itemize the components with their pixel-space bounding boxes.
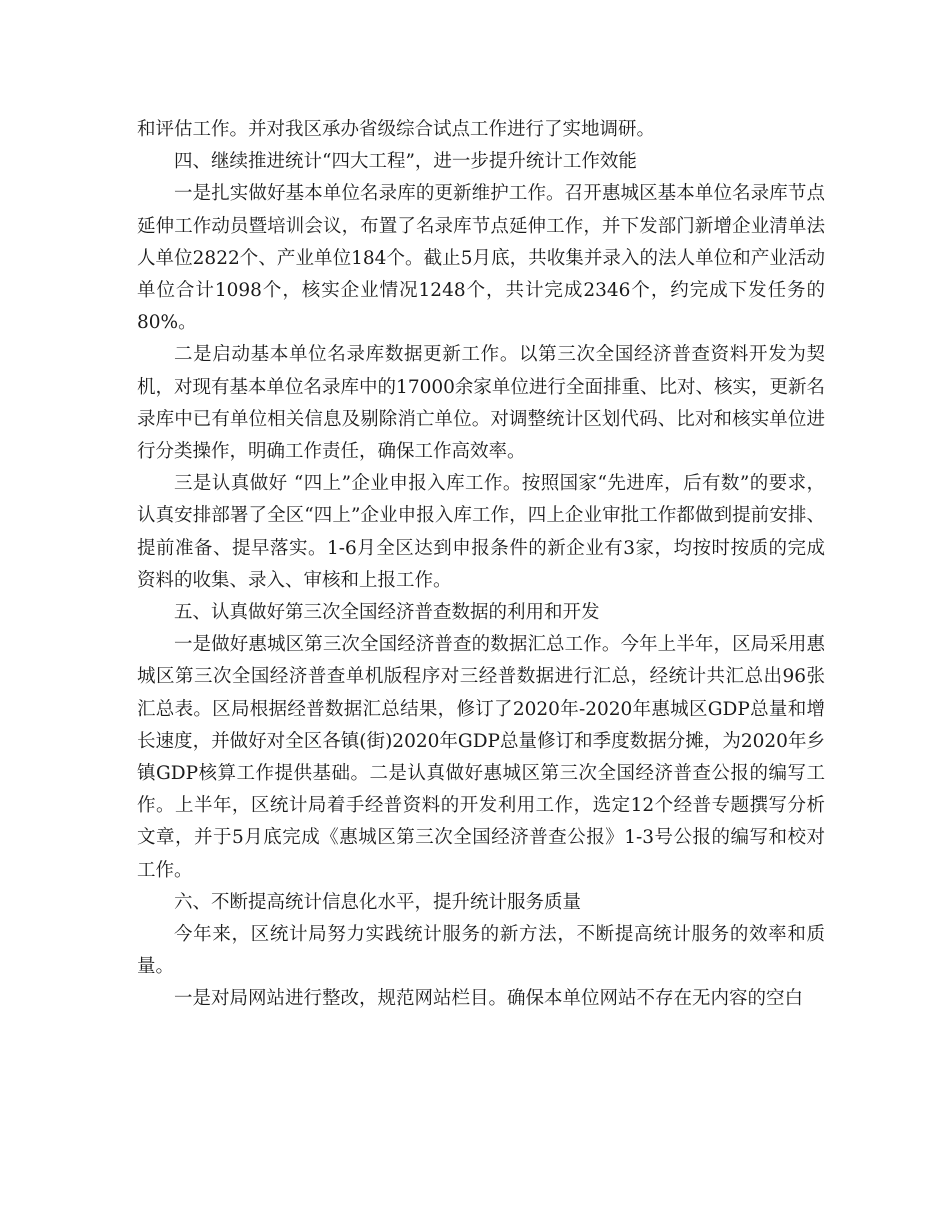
paragraph-website-rectification: 一是对局网站进行整改，规范网站栏目。确保本单位网站不存在无内容的空白 bbox=[174, 988, 804, 1010]
section-heading-five: 五、认真做好第三次全国经济普查数据的利用和开发 bbox=[174, 602, 600, 624]
paragraph-directory-update: 二是启动基本单位名录库数据更新工作。以第三次全国经济普查资料开发为契机，对现有基本单位名录库中的17000余家单位进行全面排重、比对、核实，更新名录库中已有单位相关信息及剔除消亡单位。对调整统计区划代码、比对和核实单位进行分类操作，明确工作责任，确保工作高效率。 bbox=[137, 344, 825, 463]
document-body bbox=[137, 114, 825, 1016]
paragraph-four-above-enterprises: 三是认真做好 “四上”企业申报入库工作。按照国家“先进库，后有数”的要求，认真安排部署了全区“四上”企业申报入库工作，四上企业审批工作都做到提前安排、提前准备、提早落实。1-6月全区达到申报条件的新企业有3家，均按时按质的完成资料的收集、录入、审核和上报工作。 bbox=[137, 473, 825, 591]
paragraph-census-summary: 一是做好惠城区第三次全国经济普查的数据汇总工作。今年上半年，区局采用惠城区第三次全国经济普查单机版程序对三经普数据进行汇总，经统计共汇总出96张汇总表。区局根据经普数据汇总结果，修订了2020年-2020年惠城区GDP总量和增长速度，并做好对全区各镇(街)2020年GDP总量修订和季度数据分摊，为2020年乡镇GDP核算工作提供基础。二是认真做好惠城区第三次全国经济普查公报的编写工作。上半年，区统计局着手经普资料的开发利用工作，选定12个经普专题撰写分析文章，并于5月底完成《惠城区第三次全国经济普查公报》1-3号公报的编写和校对工作。 bbox=[137, 634, 825, 881]
section-heading-four: 四、继续推进统计“四大工程”，进一步提升统计工作效能 bbox=[174, 151, 637, 173]
paragraph-service-quality: 今年来，区统计局努力实践统计服务的新方法，不断提高统计服务的效率和质量。 bbox=[137, 924, 825, 978]
paragraph-directory-maintenance: 一是扎实做好基本单位名录库的更新维护工作。召开惠城区基本单位名录库节点延伸工作动员暨培训会议，布置了名录库节点延伸工作，并下发部门新增企业清单法人单位2822个、产业单位184个。截止5月底，共收集并录入的法人单位和产业活动单位合计1098个，核实企业情况1248个，共计完成2346个，约完成下发任务的80%。 bbox=[137, 183, 825, 334]
paragraph-continuation: 和评估工作。并对我区承办省级综合试点工作进行了实地调研。 bbox=[137, 119, 656, 140]
section-heading-six: 六、不断提高统计信息化水平，提升统计服务质量 bbox=[174, 891, 582, 913]
